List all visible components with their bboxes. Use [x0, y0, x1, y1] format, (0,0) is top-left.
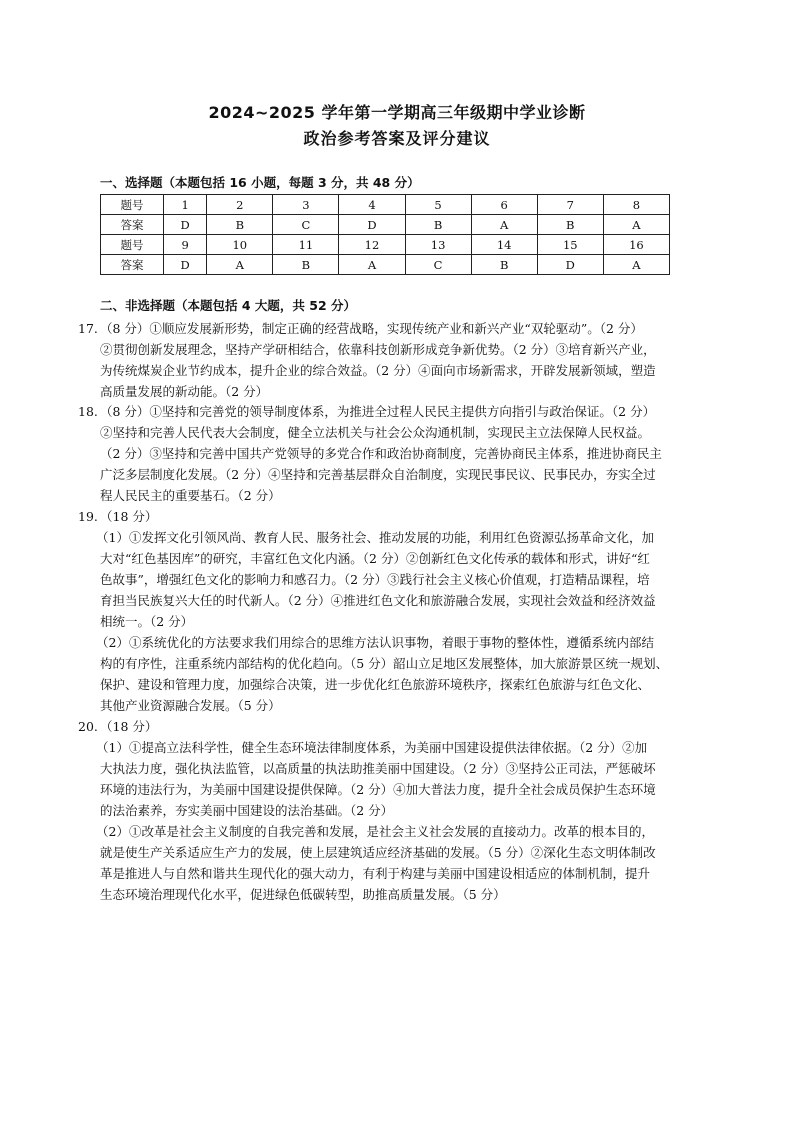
- question-19: [78, 506, 702, 716]
- q20-line: 革是推进人与自然和谐共生现代化的强大动力，有利于构建与美丽中国建设相适应的体制机制，提升: [100, 866, 651, 881]
- answer-table-cell: D: [164, 215, 207, 235]
- q19-line: （1）①发挥文化引领风尚、教育人民、服务社会、推动发展的功能，利用红色资源弘扬革命文化，加: [96, 530, 654, 545]
- answer-table: [100, 194, 670, 275]
- document-subtitle: 政治参考答案及评分建议: [303, 129, 491, 148]
- answer-table-cell: 10: [207, 235, 273, 255]
- q20-line: （2）①改革是社会主义制度的自我完善和发展，是社会主义社会发展的直接动力。改革的根本目的，: [96, 824, 654, 839]
- q19-line: 保护、建设和管理力度，加强综合决策，进一步优化红色旅游环境秩序，探索红色旅游与红色文化、: [100, 677, 651, 692]
- question-18: [78, 401, 702, 506]
- answer-table-cell: 7: [537, 195, 603, 215]
- answer-table-cell: 13: [405, 235, 471, 255]
- q19-line: 构的有序性，注重系统内部结构的优化趋向。（5 分）韶山立足地区发展整体，加大旅游景区统一规划、: [100, 656, 669, 671]
- answer-table-cell: D: [164, 255, 207, 275]
- answer-table-cell: D: [339, 215, 405, 235]
- question-number: 19.: [78, 509, 98, 524]
- answer-table-cell: 5: [405, 195, 471, 215]
- answer-table-row: [101, 195, 670, 215]
- question-number: 20.: [78, 719, 98, 734]
- answer-table-cell: 3: [273, 195, 339, 215]
- answer-table-cell: B: [207, 215, 273, 235]
- question-20: [78, 716, 702, 905]
- answer-table-cell: A: [471, 215, 537, 235]
- answer-table-row-label: 答案: [101, 255, 164, 275]
- answer-table-cell: 1: [164, 195, 207, 215]
- q19-head: 19. （18 分）: [78, 506, 702, 527]
- q17-line: 17. （8 分）①顺应发展新形势，制定正确的经营战略，实现传统产业和新兴产业“双轮驱动”。（2 分）: [78, 318, 702, 339]
- document-title: 2024~2025 学年第一学期高三年级期中学业诊断: [208, 103, 586, 122]
- answer-table-row-label: 题号: [101, 235, 164, 255]
- q19-line: 育担当民族复兴大任的时代新人。（2 分）④推进红色文化和旅游融合发展，实现社会效益和经济效益: [100, 593, 656, 608]
- answer-table-row: [101, 215, 670, 235]
- answer-table-cell: D: [537, 255, 603, 275]
- q19-line: 大对“红色基因库”的研究，丰富红色文化内涵。（2 分）②创新红色文化传承的载体和形式，讲好“红: [100, 551, 650, 566]
- answer-table-cell: C: [273, 215, 339, 235]
- q19-line: 其他产业资源融合发展。（5 分）: [100, 698, 281, 713]
- answer-table-row-label: 答案: [101, 215, 164, 235]
- answer-table-cell: B: [471, 255, 537, 275]
- question-number: 18.: [78, 404, 98, 419]
- section-heading-non-choice: 二、非选择题（本题包括 4 大题，共 52 分）: [100, 298, 357, 313]
- answer-table-cell: 4: [339, 195, 405, 215]
- answer-table-cell: 6: [471, 195, 537, 215]
- answer-table-cell: A: [207, 255, 273, 275]
- q20-line: 的法治素养，夯实美丽中国建设的法治基础。（2 分）: [100, 803, 394, 818]
- answer-table-cell: A: [603, 255, 669, 275]
- q18-line: 广泛多层制度化发展。（2 分）④坚持和完善基层群众自治制度，实现民事民议、民事民办，夯实全过: [100, 467, 656, 482]
- q20-line: 生态环境治理现代化水平，促进绿色低碳转型，助推高质量发展。（5 分）: [100, 887, 506, 902]
- question-17: [78, 318, 702, 402]
- answer-table-cell: 11: [273, 235, 339, 255]
- q19-line: （2）①系统优化的方法要求我们用综合的思维方法认识事物，着眼于事物的整体性，遵循系统内部结: [96, 635, 654, 650]
- answer-table-cell: 15: [537, 235, 603, 255]
- answer-table-row-label: 题号: [101, 195, 164, 215]
- section-heading-multiple-choice: 一、选择题（本题包括 16 小题，每题 3 分，共 48 分）: [100, 175, 420, 190]
- answer-table-cell: C: [405, 255, 471, 275]
- answer-table-cell: 8: [603, 195, 669, 215]
- question-number: 17.: [78, 321, 98, 336]
- q17-line: 为传统煤炭企业节约成本，提升企业的综合效益。（2 分）④面向市场新需求，开辟发展新领域，塑造: [100, 363, 656, 378]
- answer-table-cell: 16: [603, 235, 669, 255]
- answer-table-cell: 9: [164, 235, 207, 255]
- q17-line: 高质量发展的新动能。（2 分）: [100, 384, 269, 399]
- q18-line: 18. （8 分）①坚持和完善党的领导制度体系，为推进全过程人民民主提供方向指引与政治保证。（2 分）: [78, 401, 702, 422]
- q20-line: 大执法力度，强化执法监管，以高质量的执法助推美丽中国建设。（2 分）③坚持公正司法，严惩破坏: [100, 761, 656, 776]
- answer-table-cell: 14: [471, 235, 537, 255]
- answer-table-cell: B: [537, 215, 603, 235]
- q18-line: （2 分）③坚持和完善中国共产党领导的多党合作和政治协商制度，完善协商民主体系，推进协商民主: [100, 446, 662, 461]
- answer-table-cell: A: [603, 215, 669, 235]
- q18-line: 程人民民主的重要基石。（2 分）: [100, 488, 281, 503]
- q17-line: ②贯彻创新发展理念，坚持产学研相结合，依靠科技创新形成竞争新优势。（2 分）③培育新兴产业，: [100, 342, 656, 357]
- answer-table-row: [101, 235, 670, 255]
- q20-line: （1）①提高立法科学性，健全生态环境法律制度体系，为美丽中国建设提供法律依据。（2 分）②加: [96, 740, 648, 755]
- q18-line: ②坚持和完善人民代表大会制度，健全立法机关与社会公众沟通机制，实现民主立法保障人民权益。: [100, 425, 651, 440]
- q20-line: 就是使生产关系适应生产力的发展，使上层建筑适应经济基础的发展。（5 分）②深化生态文明体制改: [100, 845, 656, 860]
- q20-line: 环境的违法行为，为美丽中国建设提供保障。（2 分）④加大普法力度，提升全社会成员保护生态环境: [100, 782, 656, 797]
- answer-table-cell: 2: [207, 195, 273, 215]
- answer-table-cell: 12: [339, 235, 405, 255]
- q19-line: 色故事”，增强红色文化的影响力和感召力。（2 分）③践行社会主义核心价值观，打造精品课程，培: [100, 572, 650, 587]
- answer-table-cell: B: [273, 255, 339, 275]
- answer-table-cell: B: [405, 215, 471, 235]
- q20-head: 20. （18 分）: [78, 716, 702, 737]
- answer-table-cell: A: [339, 255, 405, 275]
- answer-table-row: [101, 255, 670, 275]
- q19-line: 相统一。（2 分）: [100, 614, 194, 629]
